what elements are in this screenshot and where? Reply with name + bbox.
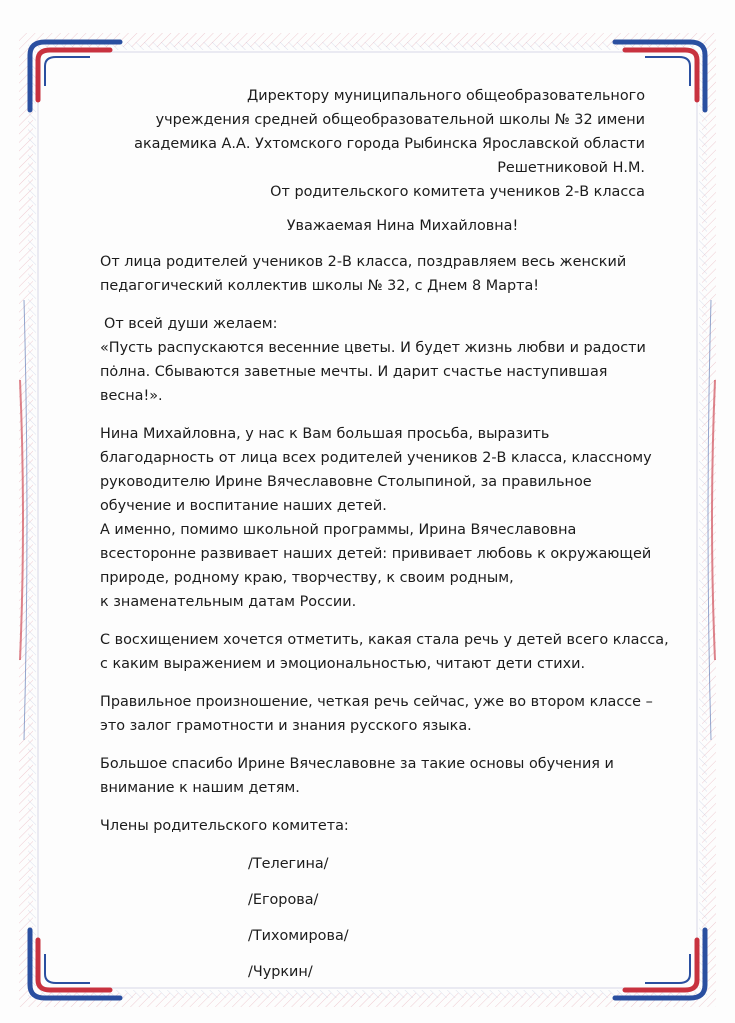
signer-name: /Егорова/ xyxy=(248,892,319,908)
text-line: Нина Михайловна, у нас к Вам большая просьба, выразить xyxy=(100,426,550,442)
text-line: по̇лна. Сбываются заветные мечты. И дарит счастье наступившая xyxy=(100,364,608,380)
text-line: Большое спасибо Ирине Вячеславовне за такие основы обучения и xyxy=(100,756,614,772)
header-line: Директору муниципального общеобразовательного xyxy=(247,88,645,104)
text-line: с каким выражением и эмоциональностью, читают дети стихи. xyxy=(100,656,586,672)
text-line: «Пусть распускаются весенние цветы. И будет жизнь любви и радости xyxy=(100,340,646,356)
header-line: учреждения средней общеобразовательной школы № 32 имени xyxy=(155,112,645,128)
text-line: С восхищением хочется отметить, какая стала речь у детей всего класса, xyxy=(100,632,669,648)
text-line: руководителю Ирине Вячеславовне Столыпиной, за правильное xyxy=(100,474,592,490)
text-line: это залог грамотности и знания русского языка. xyxy=(100,718,472,734)
text-line: обучение и воспитание наших детей. xyxy=(100,498,387,514)
text-line: педагогический коллектив школы № 32, с Днем 8 Марта! xyxy=(100,278,540,294)
paragraph-congratulation xyxy=(100,250,645,298)
text-line: природе, родному краю, творчеству, к своим родным, xyxy=(100,570,514,586)
header-line: От родительского комитета учеников 2-В класса xyxy=(270,184,645,200)
paragraph-literacy xyxy=(100,690,653,738)
text-line: внимание к нашим детям. xyxy=(100,780,300,796)
paragraph-thanks xyxy=(100,752,645,800)
text-line: А именно, помимо школьной программы, Ирина Вячеславовна xyxy=(100,522,577,538)
paragraph-admiration xyxy=(100,628,669,676)
committee-label: Члены родительского комитета: xyxy=(100,818,349,834)
signer-name: /Тихомирова/ xyxy=(248,928,349,944)
text-line: От всей души желаем: xyxy=(104,316,278,332)
signer-name: /Чуркин/ xyxy=(248,964,313,980)
greeting: Уважаемая Нина Михайловна! xyxy=(286,218,519,234)
paragraph-request xyxy=(100,422,652,614)
text-line: благодарность от лица всех родителей учеников 2-В класса, классному xyxy=(100,450,652,466)
letter-body xyxy=(100,84,669,996)
paragraph-wishes xyxy=(100,312,645,408)
signers-list xyxy=(100,852,645,984)
header-line: академика А.А. Ухтомского города Рыбинска Ярославской области xyxy=(134,136,645,152)
text-line: к знаменательным датам России. xyxy=(100,594,357,610)
signer-name: /Телегина/ xyxy=(248,856,329,872)
text-line: Правильное произношение, четкая речь сейчас, уже во втором классе – xyxy=(100,694,653,710)
letter-header xyxy=(100,84,645,204)
text-line: весна!». xyxy=(100,388,163,404)
text-line: От лица родителей учеников 2-В класса, поздравляем весь женский xyxy=(100,254,627,270)
text-line: всесторонне развивает наших детей: прививает любовь к окружающей xyxy=(100,546,652,562)
header-line: Решетниковой Н.М. xyxy=(497,160,645,176)
